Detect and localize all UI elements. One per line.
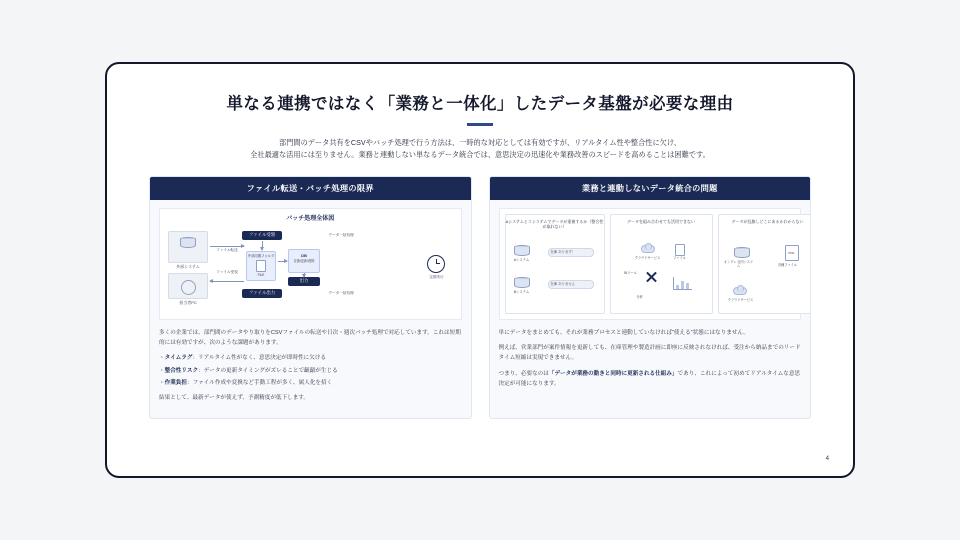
arrow-file-transfer xyxy=(210,246,244,247)
left-bullet-1-term: タイムラグ xyxy=(164,355,193,362)
problem-panel-2 xyxy=(610,214,713,314)
title-divider xyxy=(467,123,493,126)
left-notes xyxy=(159,328,462,404)
node-external-system xyxy=(168,231,208,263)
node-external-system-label: 外部システム xyxy=(176,263,200,269)
node-file-output: ファイル出力 xyxy=(242,289,282,298)
right-card xyxy=(489,176,812,419)
panel2-file-label: ファイル xyxy=(673,255,686,260)
panel3-onprem xyxy=(723,247,754,268)
node-database xyxy=(288,249,320,273)
connector-1 xyxy=(262,241,263,250)
pdf-icon: PDF xyxy=(785,245,799,261)
timer-label: 定期実行 xyxy=(429,274,444,279)
timer-icon xyxy=(427,255,445,273)
arrow-file-receive-label: ファイル受領 xyxy=(216,269,238,274)
pc-icon xyxy=(181,280,196,295)
file-icon-2 xyxy=(675,244,685,256)
file-label: FILE xyxy=(257,272,265,277)
node-staff-pc-label: 担当者PC xyxy=(179,299,197,305)
panel1-system-a xyxy=(514,245,530,262)
left-bullet-3-text: ：ファイル作成や変換など手動工程が多く、属人化を招く xyxy=(187,380,333,387)
panel2-caption-1: BIツール xyxy=(624,270,637,275)
problem-panel-3 xyxy=(718,214,812,314)
panel3-onprem-label: オンプレ 社内システム xyxy=(723,259,754,268)
database-icon xyxy=(180,237,196,250)
panel1-system-b-label: Bシステム xyxy=(513,289,530,294)
connector-3 xyxy=(304,273,305,277)
panel1-badge-2: 在庫 ありません xyxy=(548,280,594,289)
data-batch-label-bottom: データ一括処理 xyxy=(328,290,354,295)
lead-line-2: 全社最適な活用には至りません。業務と連動しない単なるデータ統合では、意思決定の迅速化や業務改善のスピードを高めることは困難です。 xyxy=(250,150,710,160)
panel1-system-b xyxy=(514,277,530,294)
node-staff-pc xyxy=(168,273,208,299)
left-bullet-1-text: ：リアルタイム性がなく、意思決定が即時性に欠ける xyxy=(192,355,327,362)
left-bullet-2-text: ：データの更新タイミングがズレることで齟齬が生じる xyxy=(198,367,338,374)
x-mark-icon xyxy=(645,270,658,283)
database-icon-onprem xyxy=(734,247,750,260)
panel3-files xyxy=(777,245,803,267)
problem-panel-1-title: Aシステムとコシステムでデータが重複するか（整合性が取れない） xyxy=(505,218,604,230)
right-card-body xyxy=(490,200,811,418)
node-file-receive: ファイル受領 xyxy=(242,231,282,240)
right-note-1: 単にデータをまとめても、それが業務プロセスと連動していなければ"使える"状態にはなりません。 xyxy=(498,329,749,336)
file-icon xyxy=(256,260,266,272)
db-sub-label: 変換/更新/削除 xyxy=(293,258,315,263)
connector-2 xyxy=(278,261,287,262)
cloud-icon-2 xyxy=(733,287,747,295)
left-bullet-2-term: 整合性リスク xyxy=(164,367,199,374)
panel3-files-label: 各種ファイル xyxy=(777,262,798,267)
page-number: 4 xyxy=(825,456,829,462)
problem-panel-3-title: データが乱雑しどこにあるかわからない xyxy=(731,218,804,224)
node-output: 出力 xyxy=(288,277,320,286)
node-shared-folder xyxy=(246,251,276,281)
left-notes-closing: 結果として、最新データが使えず、予測精度が低下します。 xyxy=(159,395,310,402)
right-note-2: 例えば、営業部門が案件情報を更新しても、在庫管理や製造計画に即座に反映されなければ、受注から納品までのリードタイム短縮は実現できません。 xyxy=(498,345,801,362)
panel1-badge-1: 在庫 あります！ xyxy=(548,248,594,257)
lead-paragraph xyxy=(180,137,780,162)
cloud-icon xyxy=(641,245,655,253)
problem-panel-2-title: データを組み合わせても活用できない xyxy=(627,218,695,224)
db-label: DB xyxy=(301,252,307,258)
right-card-header: 業務と連動しないデータ統合の問題 xyxy=(490,177,811,200)
slide-frame xyxy=(105,62,855,478)
batch-process-diagram xyxy=(159,208,462,320)
right-note-3 xyxy=(499,369,802,390)
problem-panel-1 xyxy=(505,214,605,314)
slide-content xyxy=(107,64,853,476)
left-notes-intro: 多くの企業では、部門間のデータやり取りをCSVファイルの転送や日次・週次バッチ処理で対応しています。これは短期的には有効ですが、次のような課題があります。 xyxy=(159,329,461,347)
left-card-body xyxy=(150,200,471,418)
content-columns xyxy=(137,176,823,419)
right-note-3-pre: つまり、必要なのは xyxy=(498,370,549,377)
lead-line-1: 部門間のデータ共有をCSVやバッチ処理で行う方法は、一時的な対応としては有効ですが、リアルタイム性や整合性に欠け、 xyxy=(279,137,681,147)
left-card xyxy=(149,176,472,419)
panel3-cloud-label: クラウドサービス xyxy=(727,297,754,302)
page-title: 単なる連携ではなく「業務と一体化」したデータ基盤が必要な理由 xyxy=(226,95,734,113)
arrow-file-transfer-label: ファイル転送 xyxy=(216,247,238,252)
panel1-system-a-label: Aシステム xyxy=(513,257,530,262)
data-batch-label-top: データ一括処理 xyxy=(328,232,354,237)
chart-icon xyxy=(673,277,692,290)
left-bullet-1: ・タイムラグ：リアルタイム性がなく、意思決定が即時性に欠ける xyxy=(159,355,327,362)
panel2-cloud-label: クラウドサービス xyxy=(634,255,661,260)
shared-folder-label: 外部同期フォルダ xyxy=(247,253,275,258)
arrow-file-receive xyxy=(210,281,244,282)
left-bullet-3: ・作業負担：ファイル作成や変換など手動工程が多く、属人化を招く xyxy=(159,380,333,387)
right-notes xyxy=(499,328,802,390)
diagram-caption: バッチ処理全体図 xyxy=(286,215,335,222)
integration-problem-diagram xyxy=(499,208,802,320)
left-bullet-2: ・整合性リスク：データの更新タイミングがズレることで齟齬が生じる xyxy=(159,367,338,374)
panel2-caption-2: 分析 xyxy=(636,294,643,299)
database-icon-a xyxy=(514,245,530,258)
right-note-3-post: であり、これによって初めてリアルタイムな意思決定が可能になります。 xyxy=(498,370,801,388)
database-icon-b xyxy=(514,277,530,290)
left-card-header: ファイル転送・バッチ処理の限界 xyxy=(150,177,471,200)
left-bullet-3-term: 作業負担 xyxy=(164,380,187,387)
right-note-3-bold: 「データが業務の動きと同時に更新される仕組み」 xyxy=(548,370,678,377)
